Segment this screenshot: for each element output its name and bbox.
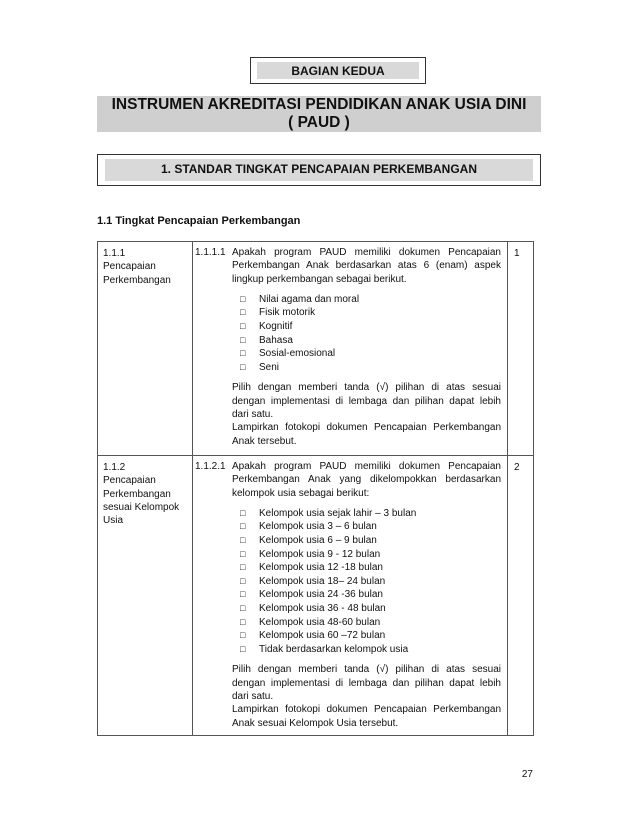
indicator-name-line: Pencapaian [103, 475, 156, 487]
option-label: Kelompok usia 60 –72 bulan [259, 630, 386, 642]
indicator-name-line: Perkembangan [103, 488, 171, 500]
question-cell [193, 456, 508, 736]
option-label: Kelompok usia 9 - 12 bulan [259, 548, 381, 560]
indicator-name-line: Usia [103, 515, 124, 527]
section-heading: 1.1 Tingkat Pencapaian Perkembangan [97, 215, 301, 227]
checkbox-icon[interactable]: □ [240, 507, 246, 518]
list-item [240, 306, 507, 320]
list-item [240, 629, 507, 643]
list-item [240, 320, 507, 334]
indicator-name-line: Pencapaian [103, 261, 156, 273]
instruction-text: Pilih dengan memberi tanda (√) pilihan di atas sesuai dengan implementasi di lembaga dan pilihan dapat lebih dari satu. [232, 382, 501, 421]
instrument-table [97, 241, 534, 736]
attachment-text: Lampirkan fotokopi dokumen Pencapaian Perkembangan Anak sesuai Kelompok Usia tersebut. [232, 704, 501, 729]
indicator-code-cell [98, 456, 193, 736]
checkbox-icon[interactable]: □ [240, 307, 246, 318]
checkbox-icon[interactable]: □ [240, 293, 246, 304]
list-item [240, 293, 507, 307]
item-number: 2 [508, 456, 534, 736]
item-number: 1 [508, 242, 534, 456]
checkbox-icon[interactable]: □ [240, 643, 246, 654]
indicator-code: 1.1.2 [103, 462, 126, 473]
checkbox-icon[interactable]: □ [240, 348, 246, 359]
checkbox-icon[interactable]: □ [240, 589, 246, 600]
attachment-text: Lampirkan fotokopi dokumen Pencapaian Perkembangan Anak tersebut. [232, 422, 501, 447]
list-item [240, 548, 507, 562]
option-label: Bahasa [259, 334, 293, 346]
option-label: Sosial-emosional [259, 348, 336, 360]
option-label: Kelompok usia 36 - 48 bulan [259, 603, 386, 615]
option-label: Tidak berdasarkan kelompok usia [259, 643, 409, 655]
option-label: Kelompok usia 12 -18 bulan [259, 562, 383, 574]
question-cell [193, 242, 508, 456]
checkbox-icon[interactable]: □ [240, 334, 246, 345]
indicator-name-line: Perkembangan [103, 274, 171, 286]
part-label-box [250, 57, 426, 84]
checkbox-icon[interactable]: □ [240, 535, 246, 546]
list-item [240, 602, 507, 616]
list-item [240, 588, 507, 602]
option-label: Seni [259, 361, 280, 373]
question-number: 1.1.2.1 [195, 461, 226, 472]
checkbox-icon[interactable]: □ [240, 521, 246, 532]
list-item [240, 561, 507, 575]
checkbox-icon[interactable]: □ [240, 603, 246, 614]
checkbox-icon[interactable]: □ [240, 575, 246, 586]
option-label: Kelompok usia sejak lahir – 3 bulan [259, 507, 417, 519]
list-item [240, 616, 507, 630]
list-item [240, 507, 507, 521]
table-row [98, 456, 534, 736]
list-item [240, 534, 507, 548]
indicator-code: 1.1.1 [103, 248, 126, 259]
option-label: Kelompok usia 3 – 6 bulan [259, 521, 377, 533]
checkbox-icon[interactable]: □ [240, 321, 246, 332]
part-label: BAGIAN KEDUA [257, 62, 419, 79]
list-item [240, 334, 507, 348]
indicator-name-line: sesuai Kelompok [103, 501, 180, 513]
option-label: Kelompok usia 48-60 bulan [259, 616, 381, 628]
list-item [240, 361, 507, 375]
option-list [193, 507, 507, 657]
option-label: Kelompok usia 6 – 9 bulan [259, 535, 377, 547]
title-line-1: INSTRUMEN AKREDITASI PENDIDIKAN ANAK USIA DINI [111, 96, 527, 113]
list-item [240, 575, 507, 589]
option-label: Fisik motorik [259, 307, 316, 319]
list-item [240, 643, 507, 657]
option-label: Kelompok usia 24 -36 bulan [259, 589, 383, 601]
checkbox-icon[interactable]: □ [240, 616, 246, 627]
standard-heading-box [97, 154, 541, 186]
instruction-text: Pilih dengan memberi tanda (√) pilihan di atas sesuai dengan implementasi di lembaga dan pilihan dapat lebih dari satu. [232, 664, 501, 703]
checkbox-icon[interactable]: □ [240, 361, 246, 372]
document-title [97, 96, 541, 132]
list-item [240, 520, 507, 534]
question-number: 1.1.1.1 [195, 247, 226, 258]
checkbox-icon[interactable]: □ [240, 630, 246, 641]
title-line-2: ( PAUD ) [288, 114, 350, 131]
checkbox-icon[interactable]: □ [240, 548, 246, 559]
list-item [240, 347, 507, 361]
standard-heading: 1. STANDAR TINGKAT PENCAPAIAN PERKEMBANGAN [105, 159, 533, 181]
question-text: Apakah program PAUD memiliki dokumen Pencapaian Perkembangan Anak berdasarkan atas 6 (enam) aspek lingkup perkembangan sebagai berikut. [232, 247, 501, 285]
option-label: Kognitif [259, 321, 293, 333]
option-label: Kelompok usia 18– 24 bulan [259, 575, 386, 587]
checkbox-icon[interactable]: □ [240, 562, 246, 573]
option-list [193, 293, 507, 375]
page-number: 27 [521, 769, 533, 780]
indicator-code-cell [98, 242, 193, 456]
option-label: Nilai agama dan moral [259, 293, 360, 305]
table-row [98, 242, 534, 456]
question-text: Apakah program PAUD memiliki dokumen Pencapaian Perkembangan Anak yang dikelompokkan berdasarkan kelompok usia sebagai berikut: [232, 461, 501, 499]
